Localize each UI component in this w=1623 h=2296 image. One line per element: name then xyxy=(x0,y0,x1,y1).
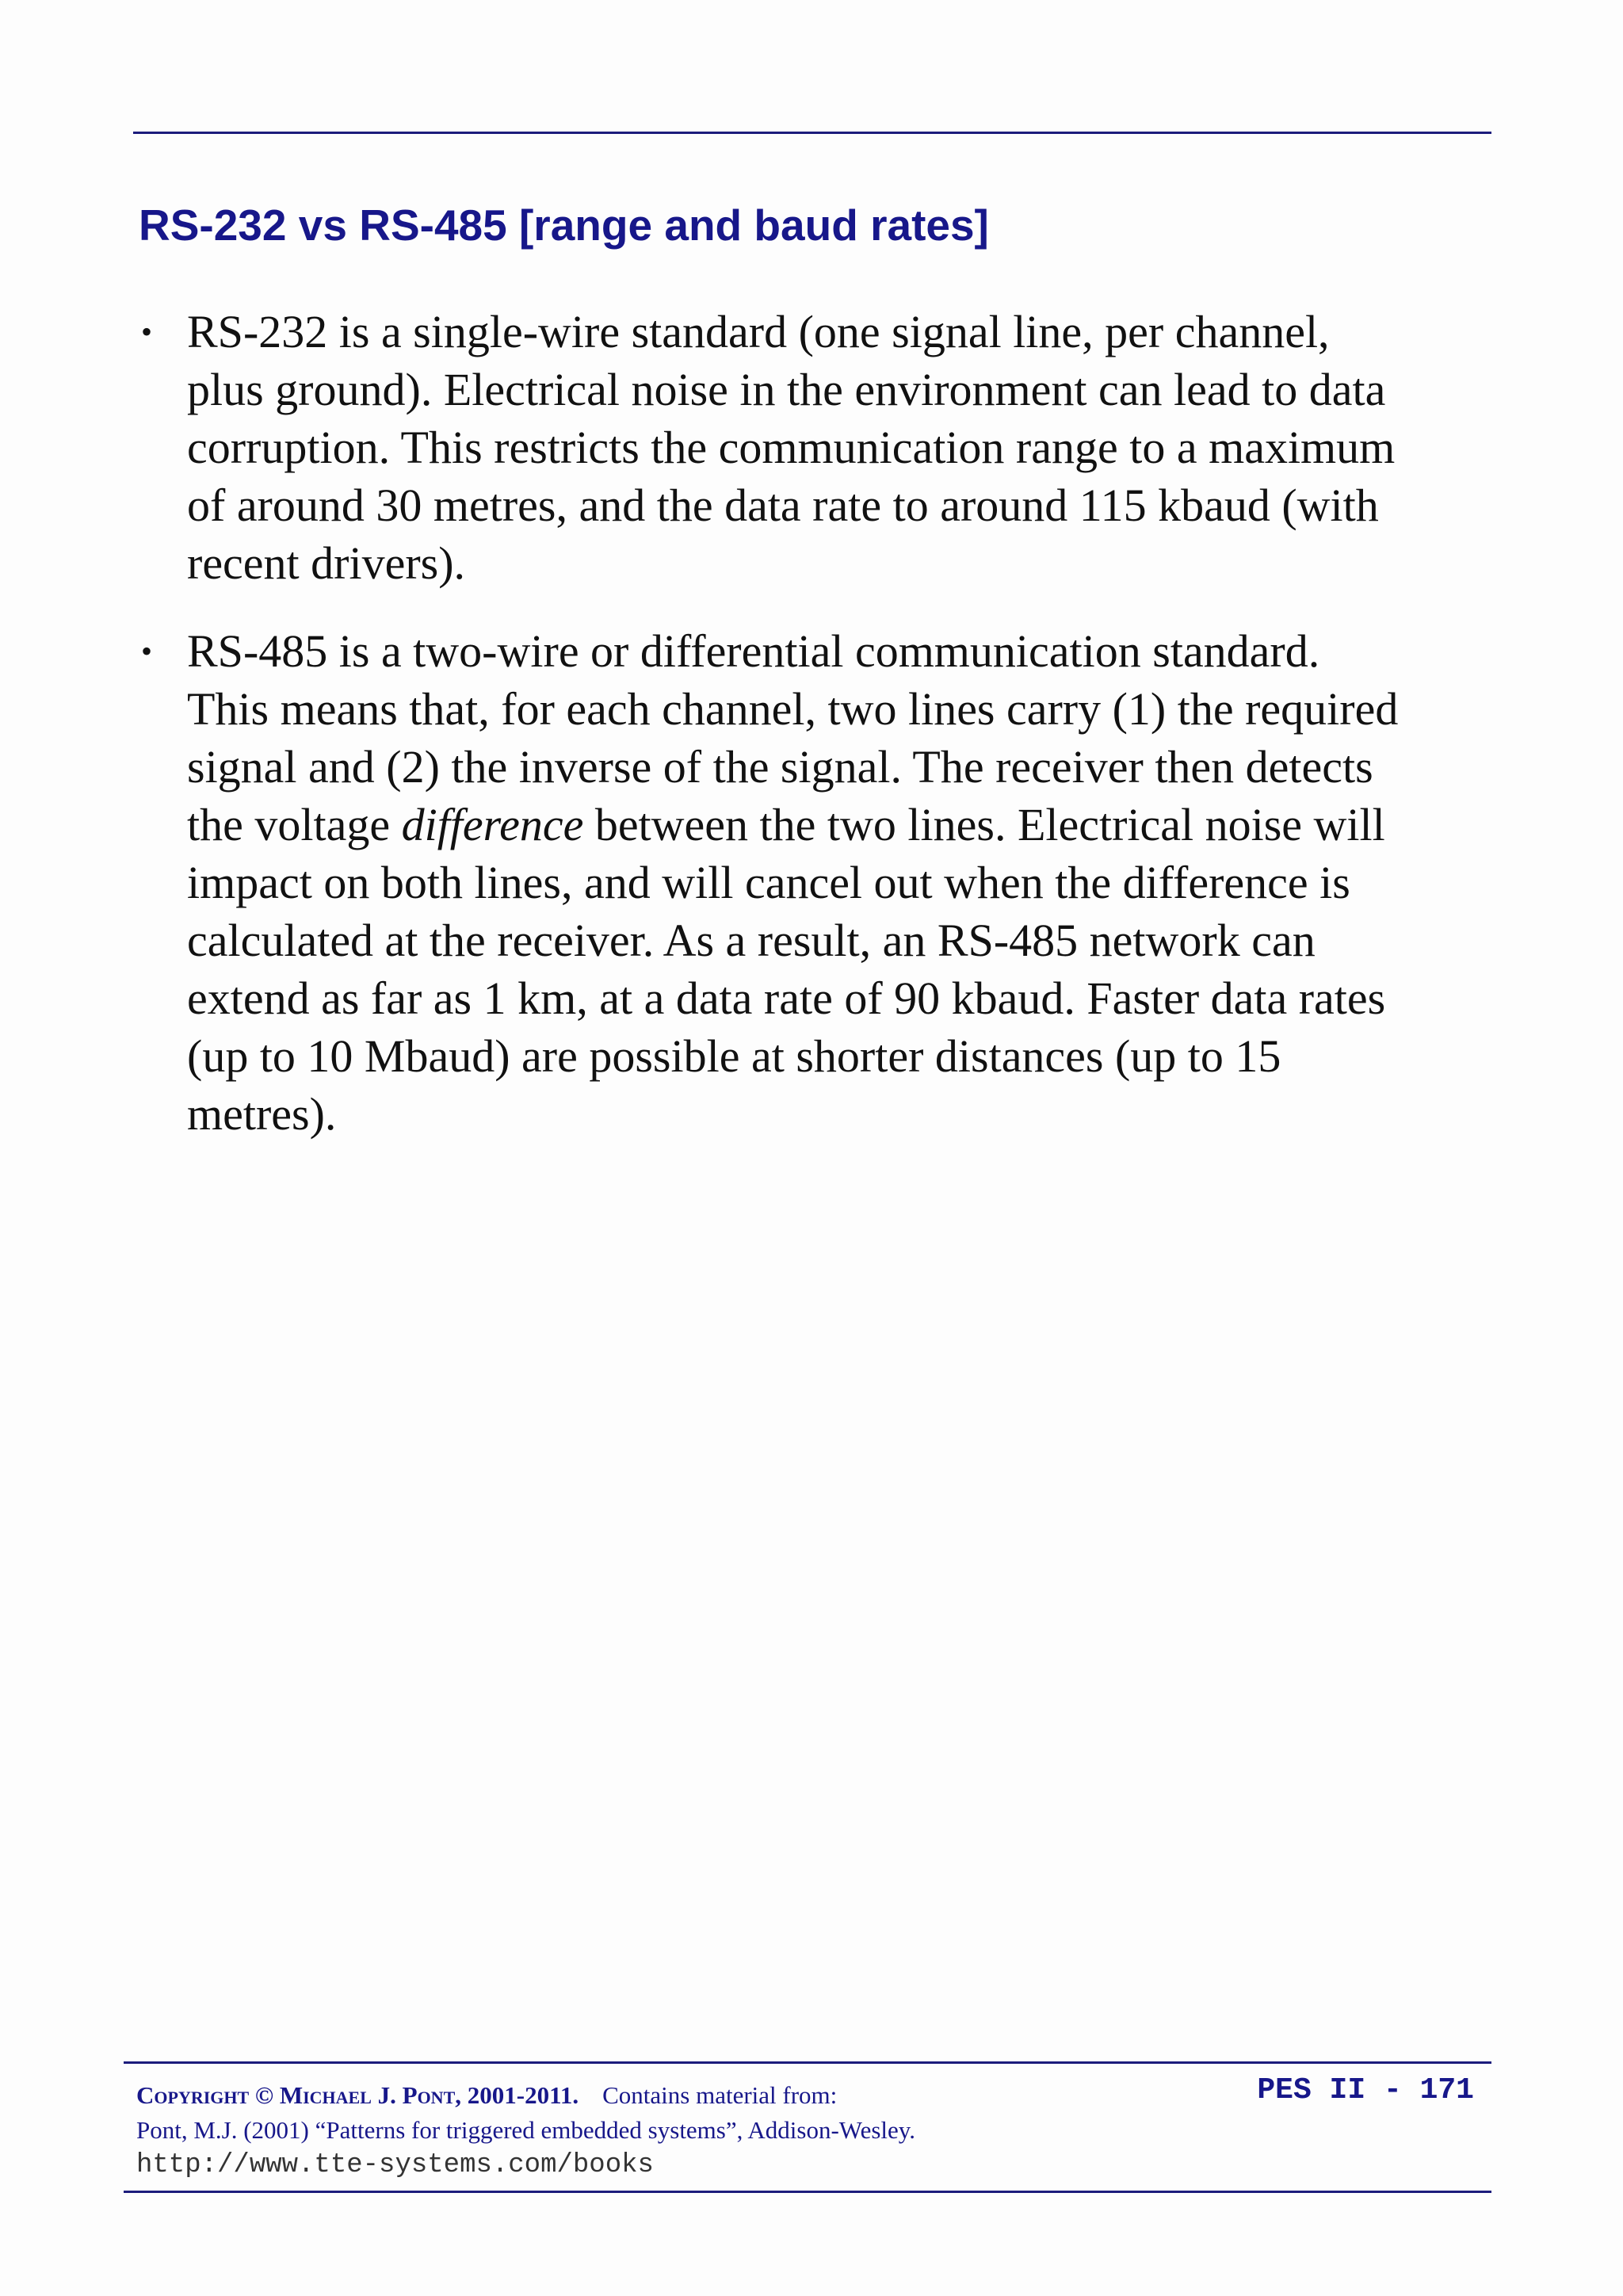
contains-note: Contains material from: xyxy=(602,2081,838,2109)
bullet-item-rs232 xyxy=(136,303,1404,592)
bullet-icon: • xyxy=(141,314,153,350)
bullet-item-rs485 xyxy=(136,622,1404,1143)
footer xyxy=(136,2078,915,2183)
footer-url: http://www.tte-systems.com/books xyxy=(136,2150,654,2180)
copyright-notice: Copyright © Michael J. Pont, 2001-2011. xyxy=(136,2081,579,2109)
citation: Pont, M.J. (2001) “Patterns for triggered embedded systems”, Addison-Wesley. xyxy=(136,2116,916,2144)
bullet-text-part: RS-485 is a two-wire or differential communication standard. This means that, for each channel, two lines carry (1) the required signal and (2) the inverse of the signal. The receiver then detects the voltage xyxy=(187,625,1399,850)
page-number: PES II - 171 xyxy=(1257,2073,1474,2107)
header-rule xyxy=(133,132,1491,134)
bullet-text xyxy=(187,625,1398,1140)
bullet-list xyxy=(136,303,1404,1173)
emphasis-text: difference xyxy=(401,799,584,850)
bullet-text: RS-232 is a single-wire standard (one signal line, per channel, plus ground). Electrical noise in the environment can lead to data corruption. This restricts the communication range to a maximum of around 30 metres, and the data rate to around 115 kbaud (with recent drivers). xyxy=(187,306,1396,589)
page-title: RS-232 vs RS-485 [range and baud rates] xyxy=(139,201,989,250)
bullet-text-part: between the two lines. Electrical noise will impact on both lines, and will cancel out when the difference is calculated at the receiver. As a result, an RS-485 network can extend as far as 1 km, at a data rate of 90 kbaud. Faster data rates (up to 10 Mbaud) are possible at shorter distances (up to 15 metres). xyxy=(187,799,1386,1140)
bullet-icon: • xyxy=(141,633,153,669)
footer-copyright-line xyxy=(136,2078,915,2113)
footer-rule-top xyxy=(124,2061,1491,2064)
footer-rule-bottom xyxy=(124,2191,1491,2193)
